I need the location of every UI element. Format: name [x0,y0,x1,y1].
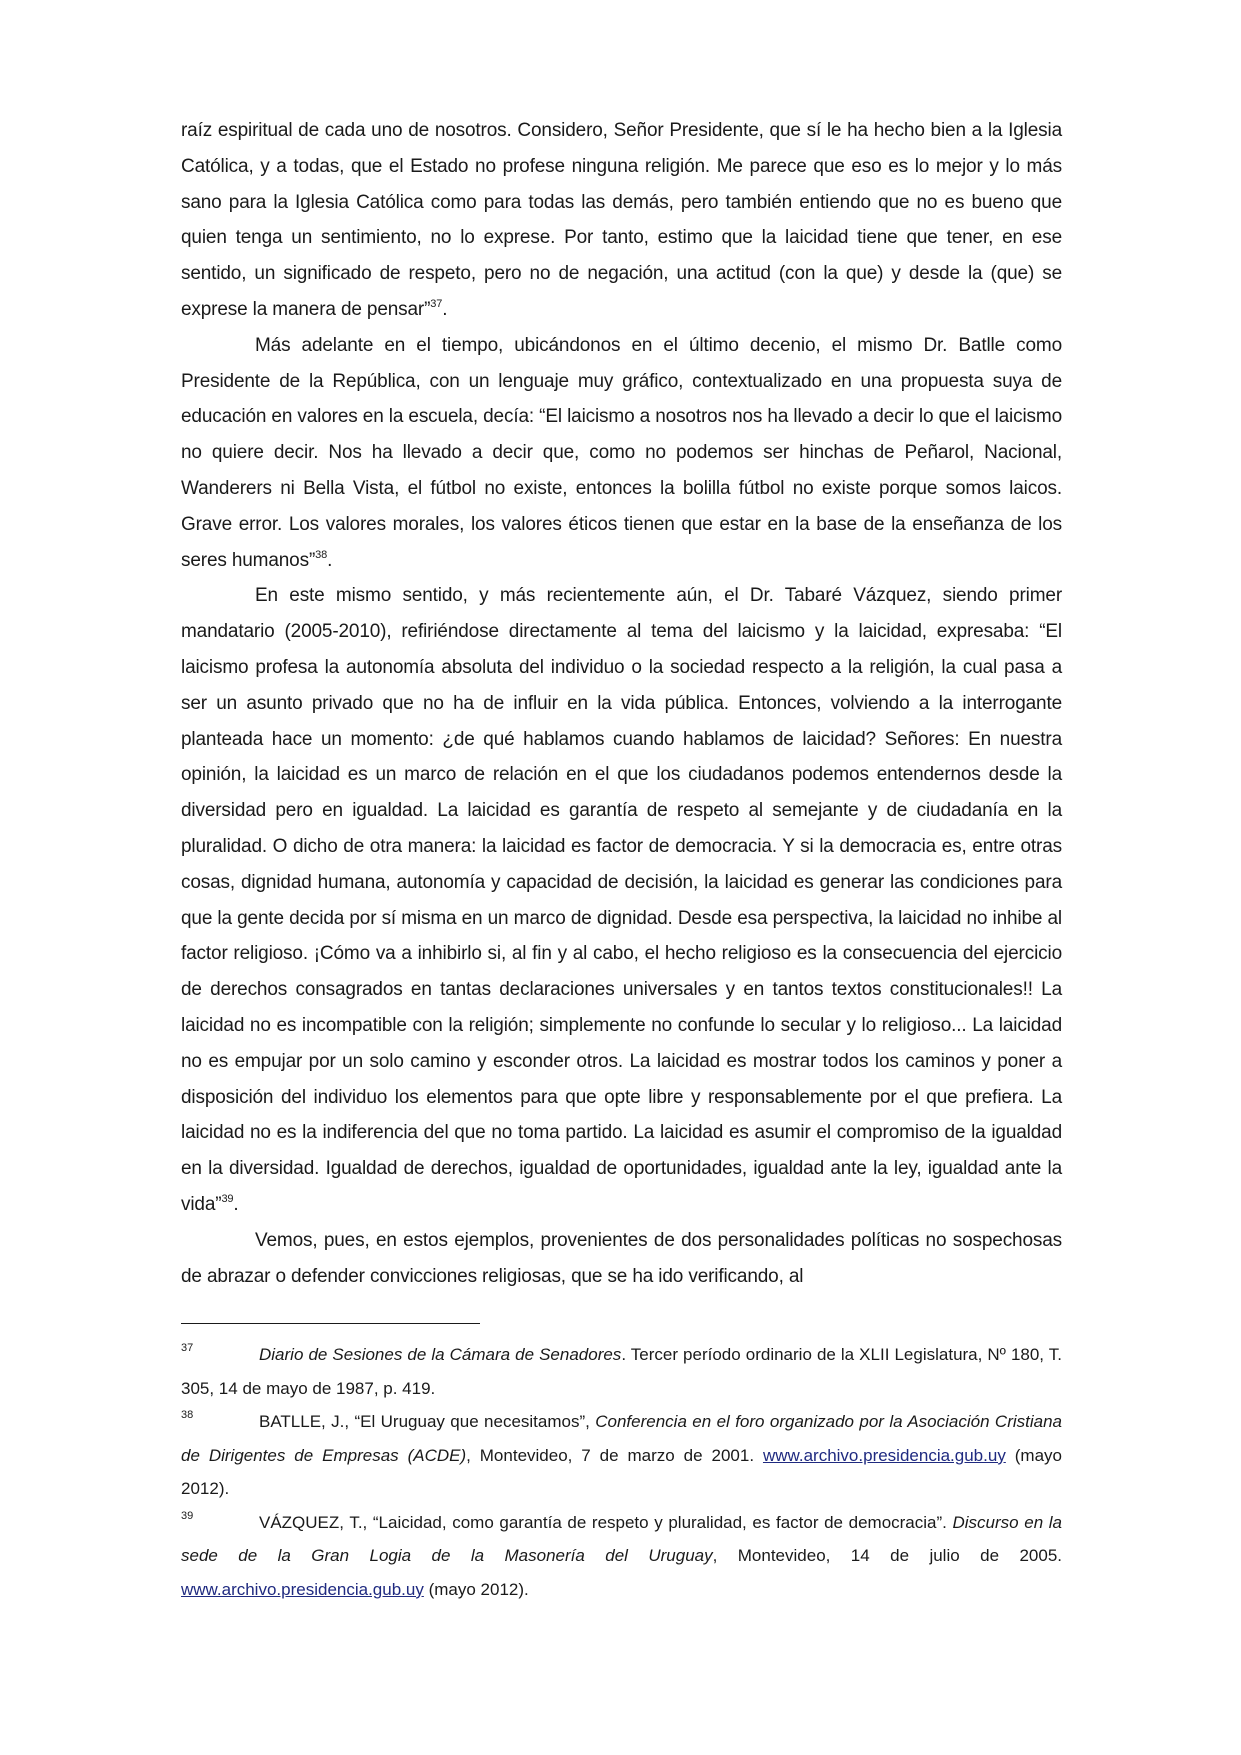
footnote-separator [181,1323,480,1324]
footnote-ref-39[interactable]: 39 [221,1192,234,1205]
document-page [181,113,1062,1606]
footnote-38: 38 BATLLE, J., “El Uruguay que necesitamos”, Conferencia en el foro organizado por la Asociación Cristiana de Dirigentes de Empresas (ACDE), Montevideo, 7 de marzo de 2001. www.archivo.presidencia.gub.uy (mayo 2012). [181,1409,1063,1499]
paragraph-2: Más adelante en el tiempo, ubicándonos en el último decenio, el mismo Dr. Batlle como Presidente de la República, con un lenguaje muy gráfico, contextualizado en una propuesta suya de educación en valores en la escuela, decía: “El laicismo a nosotros nos ha llevado a decir lo que el laicismo no quiere decir. Nos ha llevado a decir que, como no podemos ser hinchas de Peñarol, Nacional, Wanderers ni Bella Vista, el fútbol no existe, entonces la bolilla fútbol no existe porque somos laicos. Grave error. Los valores morales, los valores éticos tienen que estar en la base de la enseñanza de los seres humanos”$^{38}$. [181,334,1062,571]
body-text [181,113,1062,1294]
footnotes [181,1338,1062,1606]
footnote-ref-38[interactable]: 38 [315,548,328,561]
footnote-39: 39 VÁZQUEZ, T., “Laicidad, como garantía de respeto y pluralidad, es factor de democracia”. Discurso en la sede de la Gran Logia de la Masonería del Uruguay, Montevideo, 14 de julio de 2005. www.archivo.presidencia.gub.uy (mayo 2012). [181,1509,1062,1599]
footnote-37: 37 Diario de Sesiones de la Cámara de Senadores. Tercer período ordinario de la XLII Legislatura, Nº 180, T. 305, 14 de mayo de 1987, p. 419. [181,1342,1062,1398]
presidencia-link[interactable]: www.archivo.presidencia.gub.uy [181,1579,424,1599]
paragraph-3: En este mismo sentido, y más recientemente aún, el Dr. Tabaré Vázquez, siendo primer mandatario (2005-2010), refiriéndose directamente al tema del laicismo y la laicidad, expresaba: “El laicismo profesa la autonomía absoluta del individuo o la sociedad respecto a la religión, la cual pasa a ser un asunto privado que no ha de influir en la vida pública. Entonces, volviendo a la interrogante planteada hace un momento: ¿de qué hablamos cuando hablamos de laicidad? Señores: En nuestra opinión, la laicidad es un marco de relación en el que los ciudadanos podemos entendernos desde la diversidad pero en igualdad. La laicidad es garantía de respeto al semejante y de ciudadanía en la pluralidad. O dicho de otra manera: la laicidad es factor de democracia. Y si la democracia es, entre otras cosas, dignidad humana, autonomía y capacidad de decisión, la laicidad es generar las condiciones para que la gente decida por sí misma en un marco de dignidad. Desde esa perspectiva, la laicidad no inhibe al factor religioso. ¡Cómo va a inhibirlo si, al fin y al cabo, el hecho religioso es la consecuencia del ejercicio de derechos consagrados en tantas declaraciones universales y en tantos textos constitucionales!! La laicidad no es incompatible con la religión; simplemente no confunde lo secular y lo religioso... La laicidad no es empujar por un solo camino y esconder otros. La laicidad es mostrar todos los caminos y poner a disposición del individuo los elementos para que opte libre y responsablemente por el que prefiera. La laicidad no es la indiferencia del que no toma partido. La laicidad es asumir el compromiso de la igualdad en la diversidad. Igualdad de derechos, igualdad de oportunidades, igualdad ante la ley, igualdad ante la vida”$^{39}$. [181,585,1062,1215]
paragraph-1: raíz espiritual de cada uno de nosotros. Considero, Señor Presidente, que sí le ha hecho bien a la Iglesia Católica, y a todas, que el Estado no profese ninguna religión. Me parece que eso es lo mejor y lo más sano para la Iglesia Católica como para todas las demás, pero también entiendo que no es bueno que quien tenga un sentimiento, no lo exprese. Por tanto, estimo que la laicidad tiene que tener, en ese sentido, un significado de respeto, pero no de negación, una actitud (con la que) y desde la (que) se exprese la manera de pensar”$^{37}$. [181,120,1062,320]
footnote-ref-37[interactable]: 37 [430,297,443,310]
paragraph-4: Vemos, pues, en estos ejemplos, provenientes de dos personalidades políticas no sospechosas de abrazar o defender convicciones religiosas, que se ha ido verificando, al [181,1229,1062,1287]
presidencia-link[interactable]: www.archivo.presidencia.gub.uy [762,1445,1006,1465]
